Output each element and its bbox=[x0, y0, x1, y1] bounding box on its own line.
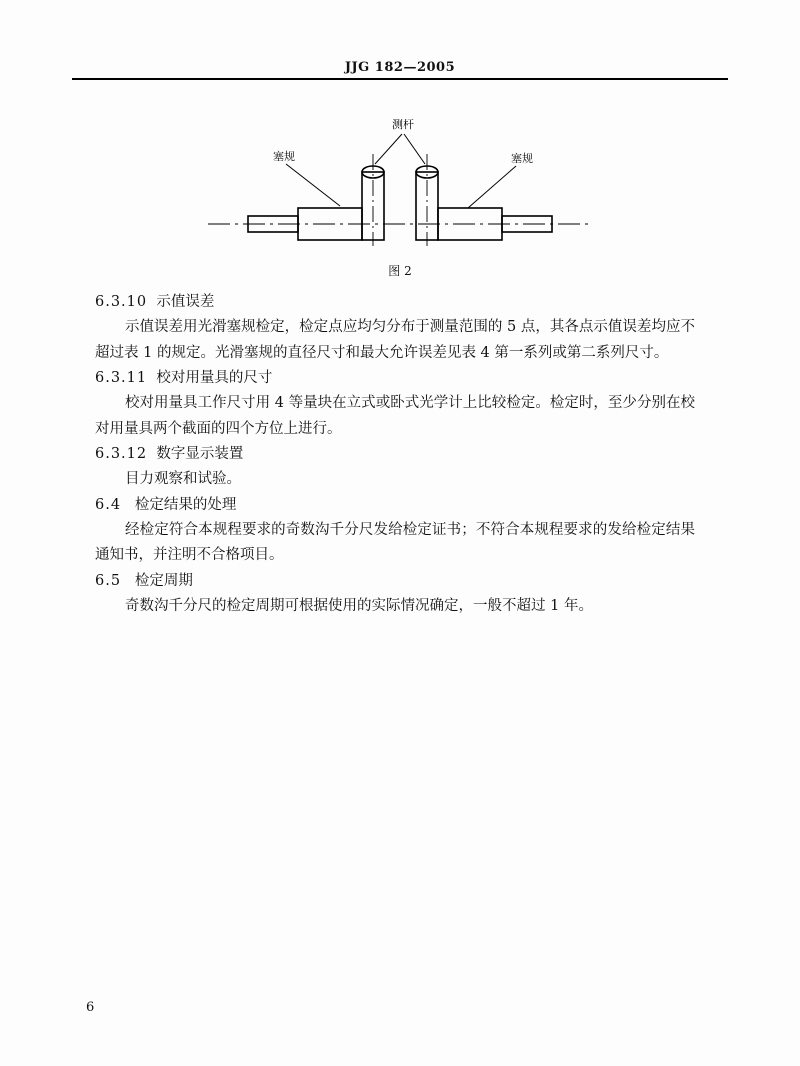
section-number: 6.5 bbox=[95, 572, 122, 589]
section-paragraph-6-3-12: 目力观察和试验。 bbox=[125, 471, 241, 487]
standard-code: JJG 182—2005 bbox=[344, 60, 456, 75]
label-center: 测杆 bbox=[392, 118, 414, 131]
section-paragraph-6-3-10: 示值误差用光滑塞规检定，检定点应均匀分布于测量范围的 5 点，其各点示值误差均应不超过表 1 的规定。光滑塞规的直径尺寸和最大允许误差见表 4 第一系列或第二系列尺寸。 bbox=[95, 319, 695, 361]
section-title: 检定结果的处理 bbox=[134, 496, 237, 513]
section-title: 校对用量具的尺寸 bbox=[156, 370, 273, 386]
section-number: 6.4 bbox=[95, 496, 122, 513]
label-right: 塞规 bbox=[511, 152, 533, 165]
section-number: 6.3.11 bbox=[95, 370, 148, 386]
section-number: 6.3.12 bbox=[95, 446, 148, 462]
section-title: 示值误差 bbox=[156, 294, 215, 310]
section-title: 检定周期 bbox=[134, 572, 193, 589]
page-header bbox=[72, 56, 728, 75]
section-paragraph-6-3-11: 校对用量具工作尺寸用 4 等量块在立式或卧式光学计上比较检定。检定时，至少分别在校对用量具两个截面的四个方位上进行。 bbox=[95, 395, 695, 437]
document-body bbox=[95, 290, 695, 619]
label-left: 塞规 bbox=[273, 150, 295, 163]
section-title: 数字显示装置 bbox=[156, 446, 244, 462]
section-heading-6-3-11 bbox=[95, 366, 695, 391]
leader-center-right bbox=[404, 134, 425, 164]
section-heading-6-3-10 bbox=[95, 290, 695, 315]
section-number: 6.3.10 bbox=[95, 294, 148, 310]
header-divider bbox=[72, 78, 728, 80]
section-heading-6-4 bbox=[95, 493, 695, 518]
leader-left bbox=[286, 164, 340, 206]
section-heading-6-5 bbox=[95, 569, 695, 594]
leader-right bbox=[468, 166, 516, 208]
section-paragraph-6-5: 奇数沟千分尺的检定周期可根据使用的实际情况确定，一般不超过 1 年。 bbox=[125, 597, 593, 614]
leader-center-left bbox=[375, 134, 402, 164]
section-paragraph-6-4: 经检定符合本规程要求的奇数沟千分尺发给检定证书；不符合本规程要求的发给检定结果通知书，并注明不合格项目。 bbox=[95, 521, 695, 563]
figure-caption: 图 2 bbox=[388, 264, 412, 278]
page-number: 6 bbox=[86, 1000, 95, 1015]
section-heading-6-3-12 bbox=[95, 442, 695, 467]
